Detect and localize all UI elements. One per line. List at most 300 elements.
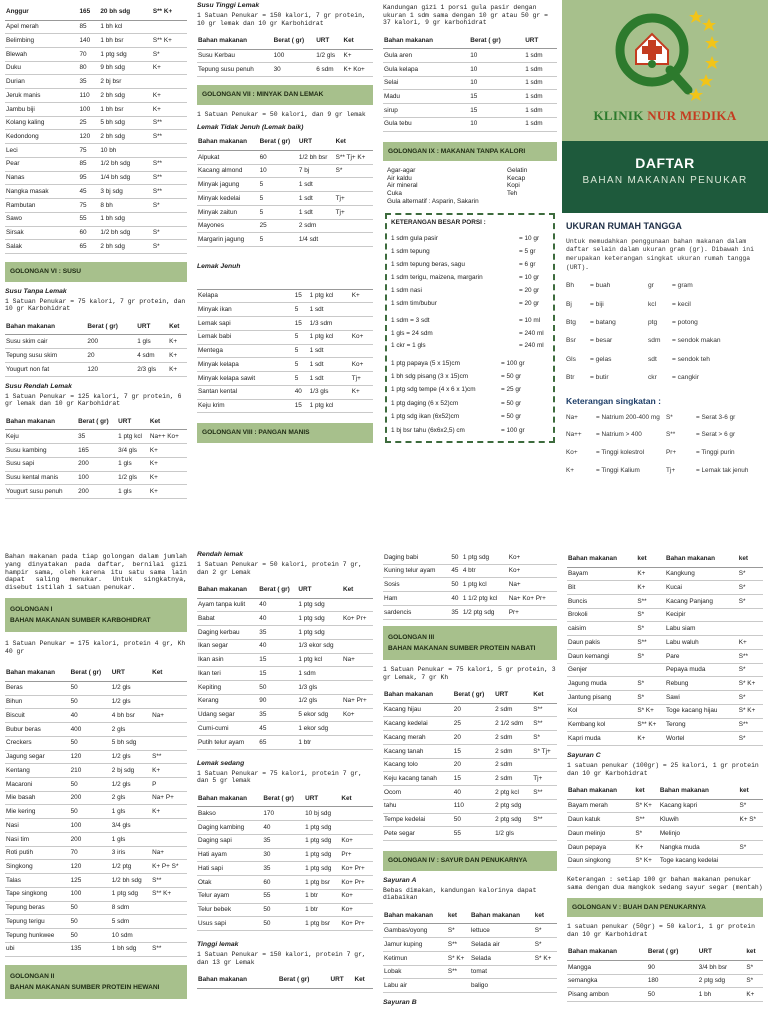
singkatan-code: Ko+ bbox=[566, 448, 578, 456]
table-cell: Selai bbox=[383, 76, 469, 90]
clinic-name bbox=[562, 108, 768, 123]
table-cell: 1 sdt bbox=[309, 358, 351, 372]
table-cell: K+ bbox=[152, 102, 187, 116]
col1-top bbox=[0, 0, 192, 539]
porsi-label: 1 sdm terigu, maizena, margarin bbox=[391, 273, 483, 281]
table-cell: Buncis bbox=[567, 595, 636, 609]
table-cell: ubi bbox=[5, 942, 70, 956]
table-cell: Ikan asin bbox=[197, 653, 258, 667]
table-cell: Na+ bbox=[151, 709, 187, 723]
table-cell bbox=[151, 736, 187, 750]
table-cell: 5 bbox=[294, 372, 309, 386]
table-cell: Tepung beras bbox=[5, 901, 70, 915]
table-cell: 1/2 bh sdg bbox=[99, 157, 151, 171]
table-cell: 40 bbox=[294, 385, 309, 399]
protein-row bbox=[197, 876, 373, 890]
table-cell bbox=[152, 75, 187, 89]
table-cell: S* bbox=[636, 691, 665, 705]
table-cell: Usus sapi bbox=[197, 917, 262, 931]
susu-rendah-lemak-title: Susu Rendah Lemak bbox=[5, 382, 72, 390]
singkatan-code: Na++ bbox=[566, 431, 582, 439]
porsi-label: 1 bj bsr tahu (6x6x2,5) cm bbox=[391, 426, 465, 434]
sayur-row bbox=[567, 567, 763, 581]
fruit-row bbox=[5, 20, 187, 34]
table-cell: Jamur kuping bbox=[383, 938, 447, 952]
table-cell: S* K+ bbox=[534, 951, 557, 965]
urt-desc: Untuk memudahkan penggunaan bahan makanan dalam daftar selain dalam ukuran gram (gr). Dibawah ini merupakan keterangan singkat ukuran rumah tangga (URT). bbox=[566, 237, 754, 271]
porsi-label: 1 ptg sdg tempe (4 x 6 x 1)cm bbox=[391, 386, 476, 394]
table-cell: 110 bbox=[453, 799, 494, 813]
table-cell: Rambutan bbox=[5, 199, 79, 213]
protein-row bbox=[197, 639, 373, 653]
porsi-value: = 50 gr bbox=[501, 413, 522, 421]
karbohidrat-row bbox=[5, 695, 187, 709]
sayuran-b-title: Sayuran B bbox=[383, 999, 417, 1007]
susu-row bbox=[5, 335, 187, 349]
table-cell: S* K+ bbox=[634, 854, 658, 868]
singkatan-code: Pr+ bbox=[666, 448, 677, 456]
susu-tanpa-lemak-title: Susu Tanpa Lemak bbox=[5, 287, 67, 295]
table-cell: Kangkung bbox=[665, 567, 738, 581]
rendah-lemak-title: Rendah lemak bbox=[197, 551, 244, 558]
table-cell: 2 ptg kcl bbox=[494, 786, 532, 800]
protein-row bbox=[197, 848, 373, 862]
table-cell: S** bbox=[532, 786, 557, 800]
col3-bottom bbox=[378, 539, 562, 1024]
porsi-row bbox=[391, 284, 549, 297]
nabati-row bbox=[383, 827, 557, 841]
table-cell: 55 bbox=[262, 889, 304, 903]
table-cell: 75 bbox=[79, 144, 100, 158]
table-cell: 1 btr bbox=[304, 903, 340, 917]
table-cell: 2 sdm bbox=[494, 703, 532, 717]
buah-row bbox=[567, 988, 763, 1002]
table-cell: K+ bbox=[152, 61, 187, 75]
table-cell bbox=[532, 827, 557, 841]
table-cell: Toge kacang hijau bbox=[665, 704, 738, 718]
sayur-row bbox=[567, 799, 763, 813]
table-cell: 3/4 bh bsr bbox=[698, 960, 746, 974]
sayur-row bbox=[383, 979, 557, 993]
table-cell: 45 bbox=[258, 722, 297, 736]
porsi-row bbox=[391, 314, 549, 327]
table-cell: Labu waluh bbox=[665, 636, 738, 650]
protein-row bbox=[197, 889, 373, 903]
table-cell: 50 bbox=[70, 695, 111, 709]
table-cell: K+ bbox=[636, 567, 665, 581]
golongan2-band bbox=[5, 965, 187, 999]
table-cell: Daging sapi bbox=[197, 834, 262, 848]
column-header: Bahan makanan bbox=[5, 414, 77, 430]
table-cell: 170 bbox=[262, 807, 304, 821]
susu-row bbox=[5, 349, 187, 363]
table-cell: Ko+ bbox=[340, 903, 373, 917]
table-cell: 30 bbox=[273, 63, 316, 77]
table-cell: Cumi-cumi bbox=[197, 722, 258, 736]
table-cell: Daun kemangi bbox=[567, 649, 636, 663]
table-cell: Kuning telur ayam bbox=[383, 564, 450, 578]
protein-row bbox=[197, 694, 373, 708]
table-cell: 1 ptg kcl bbox=[309, 330, 351, 344]
tanpa-kalori-item: Air mineral bbox=[387, 182, 418, 190]
table-cell: Na+ Pr+ bbox=[342, 694, 373, 708]
table-cell: 1/2 gls bbox=[494, 827, 532, 841]
table-cell: 20 bbox=[453, 703, 494, 717]
table-cell: 2 bj bsr bbox=[99, 75, 151, 89]
golongan3-band bbox=[383, 626, 557, 660]
rendah-lemak-desc: 1 Satuan Penukar = 50 kalori, protein 7 gr, dan 2 gr Lemak bbox=[197, 561, 362, 576]
table-cell: 2 gls bbox=[111, 791, 151, 805]
column-header: URT bbox=[315, 33, 342, 49]
table-cell: Bit bbox=[567, 581, 636, 595]
table-cell: tomat bbox=[470, 965, 534, 979]
table-cell: Durian bbox=[5, 75, 79, 89]
table-cell: K+ bbox=[149, 444, 187, 458]
table-cell: K+ bbox=[745, 988, 763, 1002]
table-cell: Ko+ bbox=[342, 708, 373, 722]
sayur-row bbox=[567, 827, 763, 841]
table-cell: Tj+ bbox=[532, 772, 557, 786]
pangan-manis-table bbox=[383, 33, 557, 132]
table-cell: 1 sdm bbox=[297, 667, 342, 681]
susu-tanpa-lemak-table bbox=[5, 319, 187, 377]
table-cell: 5 bbox=[294, 358, 309, 372]
lemak-row bbox=[197, 372, 373, 386]
table-cell: Belimbing bbox=[5, 34, 79, 48]
table-cell: 1 ptg sdg bbox=[297, 612, 342, 626]
table-cell: Mayones bbox=[197, 219, 259, 233]
singkatan-meaning: = Natrium > 400 bbox=[596, 431, 642, 439]
table-cell: Bihun bbox=[5, 695, 70, 709]
table-cell: Daging kerbau bbox=[197, 626, 258, 640]
table-cell: semangka bbox=[567, 974, 647, 988]
table-cell: 4 sdm bbox=[136, 349, 168, 363]
susu-row bbox=[197, 63, 373, 77]
column-header: Bahan makanan bbox=[197, 134, 259, 150]
table-cell: 3/4 gls bbox=[117, 444, 149, 458]
column-header: URT bbox=[698, 944, 746, 960]
table-cell: Sirsak bbox=[5, 226, 79, 240]
column-header: Ket bbox=[342, 33, 373, 49]
table-cell: S** bbox=[738, 718, 763, 732]
table-cell: Minyak jagung bbox=[197, 178, 259, 192]
porsi-row bbox=[391, 370, 549, 383]
table-cell: 70 bbox=[79, 48, 100, 62]
fruit-row bbox=[5, 89, 187, 103]
porsi-row bbox=[391, 357, 549, 370]
singkatan-list bbox=[566, 414, 764, 474]
table-cell: Tj+ bbox=[335, 205, 373, 219]
table-cell: Alpukat bbox=[197, 151, 259, 165]
table-cell: Margarin jagung bbox=[197, 233, 259, 247]
table-cell: 1/3 gls bbox=[297, 681, 342, 695]
susu-tinggi-lemak-desc: 1 Satuan Penukar = 150 kalori, 7 gr protein, 10 gr lemak dan 10 gr Karbohidrat bbox=[197, 12, 366, 27]
table-cell: 35 bbox=[262, 862, 304, 876]
table-cell: Madu bbox=[383, 90, 469, 104]
column-header: Ket bbox=[340, 791, 373, 807]
urt-abbr-item: ptg bbox=[648, 318, 658, 326]
table-cell: 60 bbox=[259, 151, 298, 165]
table-cell: Gambas/oyong bbox=[383, 924, 447, 938]
table-cell: Keju kacang tanah bbox=[383, 772, 453, 786]
karbohidrat-row bbox=[5, 750, 187, 764]
table-cell: 1 ptg sdg bbox=[111, 887, 151, 901]
porsi-row bbox=[391, 297, 549, 310]
table-cell: 1 sdt bbox=[298, 178, 335, 192]
fruits-table bbox=[5, 4, 187, 254]
table-cell bbox=[351, 344, 373, 358]
table-cell bbox=[342, 639, 373, 653]
sayur-row bbox=[567, 608, 763, 622]
table-cell: Wortel bbox=[665, 732, 738, 746]
table-cell: 10 bh bbox=[99, 144, 151, 158]
column-header: URT bbox=[298, 134, 335, 150]
table-cell bbox=[738, 608, 763, 622]
column-header: ket bbox=[636, 551, 665, 567]
table-cell: 3/4 gls bbox=[111, 819, 151, 833]
porsi-value: = 20 gr bbox=[519, 299, 540, 307]
column-header: Berat ( gr) bbox=[70, 665, 111, 681]
urt-abbr-item: = sendok teh bbox=[672, 355, 710, 363]
table-cell: 1 sdt bbox=[298, 205, 335, 219]
golongan4-band: GOLONGAN IV : SAYUR DAN PENUKARNYA bbox=[383, 851, 557, 871]
porsi-value: = 50 gr bbox=[501, 372, 522, 380]
table-cell: 15 bbox=[294, 399, 309, 413]
tanpa-kalori-item: Kecap bbox=[507, 174, 526, 182]
table-cell: 2 bj sdg bbox=[111, 764, 151, 778]
table-cell: 135 bbox=[70, 942, 111, 956]
singkatan-item bbox=[666, 467, 758, 475]
table-cell: Daun pakis bbox=[567, 636, 636, 650]
table-cell bbox=[738, 854, 763, 868]
rendah-lemak-table bbox=[197, 582, 373, 750]
table-cell: 15 bbox=[258, 667, 297, 681]
table-cell: K+ bbox=[168, 335, 187, 349]
table-cell: Leci bbox=[5, 144, 79, 158]
urt-abbr-item: sdt bbox=[648, 355, 657, 363]
table-cell: 10 bbox=[469, 117, 524, 131]
protein-row bbox=[197, 708, 373, 722]
lemak-tidak-jenuh-table bbox=[197, 134, 373, 247]
protein-row bbox=[383, 551, 557, 564]
singkatan-item bbox=[566, 431, 666, 439]
table-cell: 2 1/2 sdm bbox=[494, 717, 532, 731]
table-cell: S** bbox=[634, 813, 658, 827]
column-header: Bahan makanan bbox=[197, 791, 262, 807]
singkatan-title: Keterangan singkatan : bbox=[566, 395, 662, 406]
tanpa-kalori-item: Air kaldu bbox=[387, 174, 412, 182]
column-header: Ket bbox=[168, 319, 187, 335]
column-header: S** K+ bbox=[152, 4, 187, 20]
table-cell: K+ bbox=[634, 840, 658, 854]
column-header: URT bbox=[304, 791, 340, 807]
tinggi-lemak-table bbox=[197, 972, 373, 989]
singkatan-item bbox=[666, 431, 758, 439]
table-cell: 5 bbox=[259, 233, 298, 247]
table-cell: 2 gls bbox=[111, 723, 151, 737]
table-cell: 1/3 sdm bbox=[309, 317, 351, 331]
column-header: Ket bbox=[353, 972, 373, 988]
column-header: ket bbox=[738, 551, 763, 567]
protein-row bbox=[383, 578, 557, 592]
table-cell: K+ bbox=[168, 362, 187, 376]
fruit-row bbox=[5, 144, 187, 158]
table-cell: Sosis bbox=[383, 578, 450, 592]
table-cell bbox=[151, 901, 187, 915]
table-cell: Jeruk manis bbox=[5, 89, 79, 103]
sayur-row bbox=[567, 663, 763, 677]
table-cell: 70 bbox=[70, 846, 111, 860]
column-header: Bahan makanan bbox=[197, 972, 278, 988]
porsi-value: = 10 gr bbox=[519, 273, 540, 281]
table-cell: Susu kambing bbox=[5, 444, 77, 458]
tinggi-lemak-desc: 1 Satuan Penukar = 150 kalori, protein 7 gr, dan 13 gr Lemak bbox=[197, 951, 366, 966]
table-cell: 5 bbox=[259, 178, 298, 192]
lemak-sedang-table bbox=[197, 791, 373, 931]
porsi-label: 1 sdm nasi bbox=[391, 286, 422, 294]
table-cell: 35 bbox=[262, 834, 304, 848]
table-cell: 65 bbox=[258, 736, 297, 750]
table-cell: K+ S* bbox=[738, 813, 763, 827]
table-cell: Pare bbox=[665, 649, 738, 663]
porsi-value: = 10 ml bbox=[519, 316, 541, 324]
singkatan-item bbox=[666, 449, 758, 457]
table-cell: 60 bbox=[79, 226, 100, 240]
table-cell: 165 bbox=[77, 444, 117, 458]
table-cell: K+ Ko+ bbox=[342, 63, 373, 77]
table-cell: 125 bbox=[70, 874, 111, 888]
lemak-jenuh-title: Lemak Jenuh bbox=[197, 263, 241, 271]
table-cell: K+ bbox=[149, 485, 187, 499]
fruit-row bbox=[5, 185, 187, 199]
column-header: Berat ( gr) bbox=[278, 972, 330, 988]
table-cell: S** bbox=[447, 938, 470, 952]
column-header: Berat ( gr) bbox=[258, 582, 297, 598]
table-cell: 50 bbox=[70, 681, 111, 695]
table-cell: 1 sdm bbox=[524, 117, 557, 131]
porsi-value: = 100 gr bbox=[501, 426, 525, 434]
table-cell: 120 bbox=[70, 860, 111, 874]
table-cell: 50 bbox=[450, 551, 461, 564]
table-cell: 50 bbox=[70, 901, 111, 915]
table-cell: 200 bbox=[70, 832, 111, 846]
urt-abbr-item: kcl bbox=[648, 300, 657, 308]
column-header: Berat ( gr) bbox=[469, 33, 524, 49]
col3-top bbox=[378, 0, 562, 539]
protein-row bbox=[197, 612, 373, 626]
table-cell: 1/2 bh sdg bbox=[111, 874, 151, 888]
table-cell: 85 bbox=[79, 157, 100, 171]
column-header: Anggur bbox=[5, 4, 79, 20]
table-cell: Ayam tanpa kulit bbox=[197, 598, 258, 612]
table-cell bbox=[342, 681, 373, 695]
table-cell: 10 bj sdg bbox=[304, 807, 340, 821]
sayuran-c-title: Sayuran C bbox=[567, 752, 601, 760]
porsi-label: 1 sdm tepung bbox=[391, 248, 430, 256]
table-cell: Terong bbox=[665, 718, 738, 732]
table-cell: 40 bbox=[453, 786, 494, 800]
column-header: URT bbox=[524, 33, 557, 49]
fruit-row bbox=[5, 171, 187, 185]
table-cell bbox=[532, 799, 557, 813]
porsi-value: = 10 gr bbox=[519, 235, 540, 243]
table-cell: Mie kering bbox=[5, 805, 70, 819]
table-cell: S* Tj+ bbox=[532, 744, 557, 758]
table-cell: Tape singkong bbox=[5, 887, 70, 901]
lemak-row bbox=[197, 205, 373, 219]
table-cell: 15 bbox=[453, 744, 494, 758]
table-cell: 1/2 ptg sdg bbox=[462, 605, 508, 619]
table-cell bbox=[335, 233, 373, 247]
column-header: URT bbox=[494, 687, 532, 703]
table-cell: 1 ptg bsr bbox=[304, 876, 340, 890]
karbohidrat-row bbox=[5, 805, 187, 819]
table-cell: Minyak kelapa bbox=[197, 358, 294, 372]
protein-row bbox=[197, 821, 373, 835]
table-cell: S** bbox=[151, 750, 187, 764]
table-cell: Rebung bbox=[665, 677, 738, 691]
table-cell: Tempe kedelai bbox=[383, 813, 453, 827]
column-header: URT bbox=[136, 319, 168, 335]
sayur-row bbox=[567, 636, 763, 650]
gula-row bbox=[383, 117, 557, 131]
table-cell: 200 bbox=[86, 335, 136, 349]
table-cell: Tepung terigu bbox=[5, 915, 70, 929]
porsi-label: 1 sdm = 3 sdt bbox=[391, 316, 430, 324]
protein-row bbox=[197, 917, 373, 931]
table-cell: 1 ptg sdg bbox=[304, 821, 340, 835]
table-cell: 10 bbox=[469, 76, 524, 90]
column-header: Bahan makanan bbox=[567, 551, 636, 567]
sayuran-a-desc: Bebas dimakan, kandungan kalorinya dapat diabaikan bbox=[383, 886, 537, 902]
lemak-row bbox=[197, 303, 373, 317]
table-cell: K+ bbox=[151, 805, 187, 819]
table-cell: Gula aren bbox=[383, 49, 469, 63]
table-cell: S** bbox=[738, 649, 763, 663]
table-cell: Susu kental manis bbox=[5, 471, 77, 485]
column-header: 165 bbox=[79, 4, 100, 20]
table-cell: S* bbox=[738, 567, 763, 581]
table-cell: Nanas bbox=[5, 171, 79, 185]
table-cell: 1 sdt bbox=[309, 372, 351, 386]
table-cell: S** bbox=[447, 965, 470, 979]
fruit-row bbox=[5, 130, 187, 144]
porsi-label: 1 bh sdg pisang (3 x 15)cm bbox=[391, 372, 469, 380]
porsi-value: = 25 gr bbox=[501, 386, 522, 394]
susu-tanpa-lemak-desc: 1 Satuan Penukar = 75 kalori, 7 gr protein, dan 10 gr Karbohidrat bbox=[5, 297, 186, 313]
table-cell: 35 bbox=[450, 605, 461, 619]
table-cell: S** bbox=[636, 595, 665, 609]
table-cell: K+ bbox=[152, 89, 187, 103]
protein-row bbox=[197, 653, 373, 667]
table-cell: Pete segar bbox=[383, 827, 453, 841]
table-cell: Yougurt susu penuh bbox=[5, 485, 77, 499]
table-cell: K+ bbox=[351, 289, 373, 303]
table-cell: Tepung susu skim bbox=[5, 349, 86, 363]
table-cell: 100 bbox=[70, 819, 111, 833]
urt-abbr-item: = buah bbox=[590, 282, 611, 290]
susu-row bbox=[5, 471, 187, 485]
table-cell: 15 bbox=[469, 90, 524, 104]
nabati-row bbox=[383, 758, 557, 772]
table-cell: K+ bbox=[351, 385, 373, 399]
susu-tinggi-lemak-title: Susu Tinggi Lemak bbox=[197, 2, 260, 9]
lemak-row bbox=[197, 219, 373, 233]
lemak-row bbox=[197, 330, 373, 344]
column-header: URT bbox=[117, 414, 149, 430]
table-cell: S** bbox=[152, 157, 187, 171]
table-cell: S* bbox=[532, 731, 557, 745]
